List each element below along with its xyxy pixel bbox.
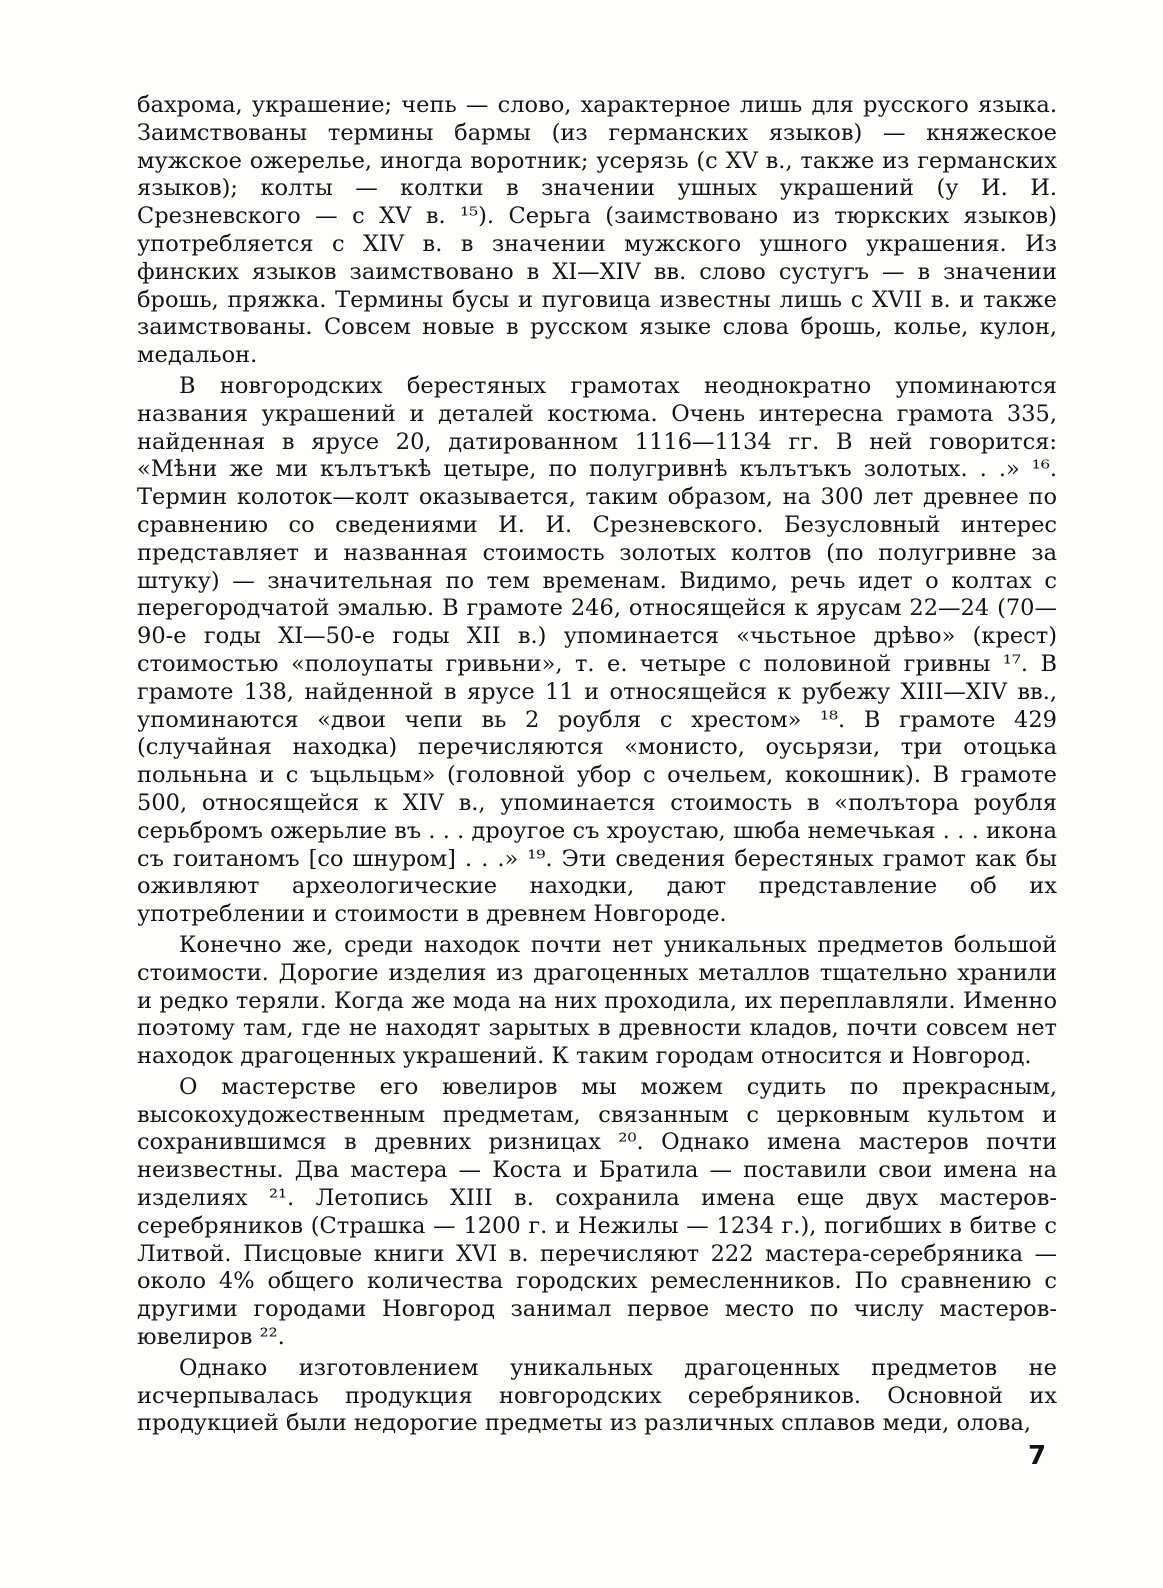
paragraph: бахрома, украшение; чепь — слово, характерное лишь для русского языка. Заимствованы термины бармы (из германских языков) — княжеское мужское ожерелье, иногда воротник; усерязь (с XV в., также из германских языков); колты — колтки в значении ушных украшений (у И. И. Срезневского — с XV в. ¹⁵). Серьга (заимствовано из тюркских языков) употребляется с XIV в. в значении мужского ушного украшения. Из финских языков заимствовано в XI—XIV вв. слово сустугъ — в значении брошь, пряжка. Термины бусы и пуговица известны лишь с XVII в. и также заимствованы. Совсем новые в русском языке слова брошь, колье, кулон, медальон. [137, 92, 1057, 369]
paragraph: Конечно же, среди находок почти нет уникальных предметов большой стоимости. Дорогие изделия из драгоценных металлов тщательно хранили и редко теряли. Когда же мода на них проходила, их переплавляли. Именно поэтому там, где не находят зарытых в древности кладов, почти совсем нет находок драгоценных украшений. К таким городам относится и Новгород. [137, 931, 1057, 1070]
body-text [137, 92, 1057, 1441]
page-number: 7 [1028, 1441, 1047, 1471]
paragraph: Однако изготовлением уникальных драгоценных предметов не исчерпывалась продукция новгородских серебряников. Основной их продукцией были недорогие предметы из различных сплавов меди, олова, [137, 1354, 1057, 1437]
paragraph: О мастерстве его ювелиров мы можем судить по прекрасным, высокохудожественным предметам, связанным с церковным культом и сохранившимся в древних ризницах ²⁰. Однако имена мастеров почти неизвестны. Два мастера — Коста и Братила — поставили свои имена на изделиях ²¹. Летопись XIII в. сохранила имена еще двух мастеров-серебряников (Страшка — 1200 г. и Нежилы — 1234 г.), погибших в битве с Литвой. Писцовые книги XVI в. перечисляют 222 мастера-серебряника — около 4% общего количества городских ремесленников. По сравнению с другими городами Новгород занимал первое место по числу мастеров-ювелиров ²². [137, 1073, 1057, 1351]
paragraph: В новгородских берестяных грамотах неоднократно упоминаются названия украшений и деталей костюма. Очень интересна грамота 335, найденная в ярусе 20, датированном 1116—1134 гг. В ней говорится: «Мѣни же ми кълътъкѣ цетыре, по полугривнѣ кълътъкъ золотых. . .» ¹⁶. Термин колоток—колт оказывается, таким образом, на 300 лет древнее по сравнению со сведениями И. И. Срезневского. Безусловный интерес представляет и названная стоимость золотых колтов (по полугривне за штуку) — значительная по тем временам. Видимо, речь идет о колтах с перегородчатой эмалью. В грамоте 246, относящейся к ярусам 22—24 (70—90-е годы XI—50-е годы XII в.) упоминается «чьстьное дрѣво» (крест) стоимостью «полоупаты гривьни», т. е. четыре с половиной гривны ¹⁷. В грамоте 138, найденной в ярусе 11 и относящейся к рубежу XIII—XIV вв., упоминаются «двои чепи вь 2 роубля с хрестом» ¹⁸. В грамоте 429 (случайная находка) перечисляются «монисто, оусьрязи, три отоцька польньна и с ъцьльцьм» (головной убор с очельем, кокошник). В грамоте 500, относящейся к XIV в., упоминается стоимость в «полътора роубля серьбромъ ожерьлие въ . . . дроугое съ хроустаю, шюба немечькая . . . икона съ гоитаномъ [со шнуром] . . .» ¹⁹. Эти сведения берестяных грамот как бы оживляют археологические находки, дают представление об их употреблении и стоимости в древнем Новгороде. [137, 372, 1057, 928]
